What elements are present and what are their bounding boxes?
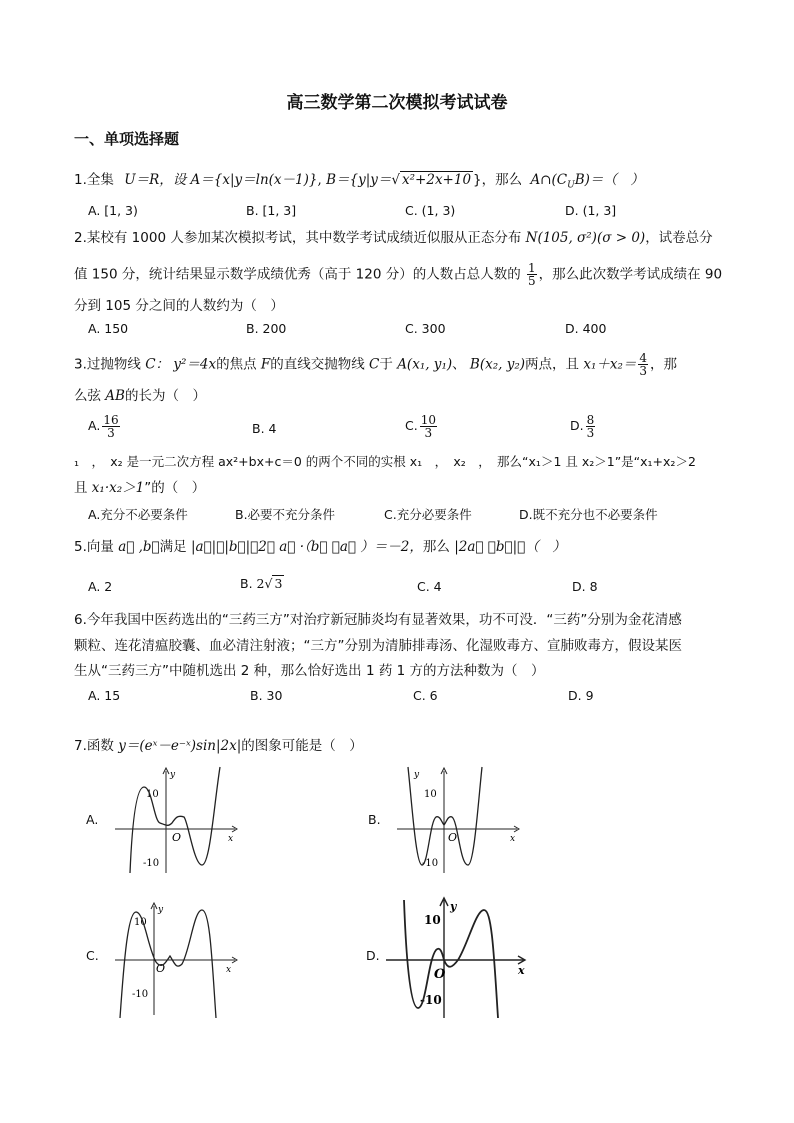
page-title: 高三数学第二次模拟考试试卷 bbox=[286, 93, 508, 113]
q6-option-b: B. 30 bbox=[250, 688, 283, 703]
q7a-y-label: y bbox=[170, 770, 176, 780]
q7-graph-d bbox=[384, 896, 534, 1020]
q3-sep: 、 bbox=[452, 356, 466, 373]
section-heading: 一、单项选择题 bbox=[74, 130, 180, 148]
q7a-x-label: x bbox=[228, 834, 234, 844]
q5-condition: |a⃗|＝|b⃗|＝2， bbox=[190, 539, 275, 555]
q5-option-d: D. 8 bbox=[572, 579, 598, 594]
q6-option-a: A. 15 bbox=[88, 688, 121, 703]
question-3-line-1 bbox=[74, 352, 677, 377]
q3-text-e: 两点，且 bbox=[525, 356, 580, 373]
q6-option-d: D. 9 bbox=[568, 688, 594, 703]
q4-option-c: C.充分必要条件 bbox=[384, 507, 472, 522]
q1-option-c: C. (1, 3) bbox=[405, 203, 456, 218]
q2-line2-text: 值 150 分，统计结果显示数学成绩优秀（高于 120 分）的人数占总人数的 bbox=[74, 266, 521, 283]
q1-prefix: 1.全集 bbox=[74, 172, 114, 188]
q2-fraction: $\frac{1}{5}$ bbox=[528, 261, 536, 288]
q4-option-b: B.必要不充分条件 bbox=[235, 507, 336, 522]
q7-graph-a bbox=[110, 765, 240, 875]
q7-function: y＝(eˣ－e⁻ˣ)sin|2x| bbox=[118, 738, 242, 754]
q7b-y-label: y bbox=[414, 770, 420, 780]
q3-point-b: B(x₂, y₂) bbox=[469, 356, 526, 373]
q7-option-c-label: C. bbox=[86, 948, 99, 963]
q4-text-a: 且 bbox=[74, 480, 88, 496]
q1-set-b: B＝{y|y＝ bbox=[326, 172, 392, 188]
q7a-pos-tick: 10 bbox=[146, 789, 159, 800]
q3-text-b: 的焦点 bbox=[216, 356, 257, 373]
q7-graph-c bbox=[110, 900, 240, 1020]
q1-option-a: A. [1, 3) bbox=[88, 203, 138, 218]
q1-option-b: B. [1, 3] bbox=[246, 203, 297, 218]
q5-text-a: 5.向量 bbox=[74, 539, 114, 555]
q3-text-a: 3.过抛物线 bbox=[74, 356, 141, 373]
q7d-x-label: x bbox=[518, 964, 525, 977]
q7a-neg-tick: -10 bbox=[143, 858, 160, 869]
question-5 bbox=[74, 537, 566, 557]
question-2-line-1 bbox=[74, 228, 713, 248]
q7-option-a-label: A. bbox=[86, 812, 99, 827]
q7c-origin: O bbox=[156, 962, 166, 975]
q2-option-d: D. 400 bbox=[565, 321, 607, 336]
q7d-y-label: y bbox=[450, 900, 457, 913]
q7c-y-label: y bbox=[158, 905, 164, 915]
q7c-pos-tick: 10 bbox=[134, 917, 147, 928]
q3-curve-c: C： bbox=[145, 356, 170, 373]
q7d-origin: O bbox=[434, 967, 446, 982]
q7b-origin: O bbox=[448, 831, 458, 844]
q1-set-a: A＝{x|y＝ln(x－1)} bbox=[190, 172, 318, 188]
q5-expression: |2a⃗ －b⃗|＝（ ） bbox=[454, 539, 566, 555]
q1-expr-post: B)＝（ ） bbox=[574, 172, 644, 188]
q2-line1-text: 2.某校有 1000 人参加某次模拟考试，其中数学考试成绩近似服从正态分布 bbox=[74, 230, 522, 246]
q3-point-a: A(x₁, y₁) bbox=[397, 356, 453, 373]
q7-option-b-label: B. bbox=[368, 812, 381, 827]
q7b-x-label: x bbox=[510, 834, 516, 844]
q2-line1-end: ，试卷总分 bbox=[645, 230, 713, 246]
question-6-line-2: 颗粒、连花清瘟胶囊、血必清注射液；“三方”分别为清肺排毒汤、化湿败毒方、宣肺败毒方，假设某医 bbox=[74, 638, 682, 654]
q2-option-c: C. 300 bbox=[405, 321, 446, 336]
q5-vectors: a⃗ ,b⃗ bbox=[118, 539, 160, 555]
q6-option-c: C. 6 bbox=[413, 688, 438, 703]
q1-set-b-radicand: x²+2x+10 bbox=[402, 172, 472, 188]
q7-prefix: 7.函数 bbox=[74, 738, 114, 754]
q3-text-d: 于 bbox=[379, 356, 393, 373]
q2-option-a: A. 150 bbox=[88, 321, 129, 336]
q2-line2-end: ，那么此次数学考试成绩在 90 bbox=[538, 266, 723, 283]
q7d-pos-tick: 10 bbox=[424, 913, 441, 927]
q4-option-d: D.既不充分也不必要条件 bbox=[519, 507, 658, 522]
question-1: 1.全集 U＝R，设 A＝{x|y＝ln(x－1)}, B＝{y|y＝√ x²+2x+10 }，那么 $A\cap(C_UB)=$（ ） bbox=[74, 172, 644, 191]
q3-line2-end: 的长为（ ） bbox=[124, 388, 206, 404]
q3-option-c: C. $\frac{10}{3}$ bbox=[405, 413, 436, 440]
question-2-line-3: 分到 105 分之间的人数约为（ ） bbox=[74, 298, 284, 314]
question-6-line-1: 6.今年我国中医药选出的“三药三方”对治疗新冠肺炎均有显著效果，功不可没．“三药”分别为金花清感 bbox=[74, 612, 682, 628]
q7-option-d-label: D. bbox=[366, 948, 380, 963]
q4-text-b: ”的（ ） bbox=[144, 480, 206, 496]
q7c-neg-tick: -10 bbox=[132, 989, 149, 1000]
q3-curve-c2: C bbox=[369, 356, 380, 373]
q3-option-b: B. 4 bbox=[252, 421, 277, 436]
q5-option-c: C. 4 bbox=[417, 579, 442, 594]
q2-normal-dist: N(105, σ²)(σ > 0) bbox=[525, 230, 646, 246]
q4-product: x₁·x₂＞1 bbox=[91, 480, 145, 496]
q5-dot-product: a⃗ ·（b⃗ －a⃗ ）＝－2， bbox=[279, 539, 423, 555]
q3-sum-fraction: $\frac{4}{3}$ bbox=[639, 351, 648, 378]
q3-line2-text: 么弦 bbox=[74, 388, 101, 404]
q5-text-b: 满足 bbox=[159, 539, 187, 555]
q4-option-a: A.充分不必要条件 bbox=[88, 507, 188, 522]
q1-expr-sub: U bbox=[567, 180, 575, 191]
q1-expr: A∩(C bbox=[530, 172, 568, 188]
q5-text-c: 那么 bbox=[422, 539, 450, 555]
q3-option-d: D. $\frac{8}{3}$ bbox=[570, 413, 595, 440]
q7c-x-label: x bbox=[226, 965, 232, 975]
q3-text-end: ，那 bbox=[650, 356, 678, 373]
q1-set-u: U＝R，设 bbox=[124, 172, 187, 188]
q3-chord-ab: AB bbox=[105, 388, 125, 404]
question-6-line-3: 生从“三药三方”中随机选出 2 种，那么恰好选出 1 药 1 方的方法种数为（ ） bbox=[74, 663, 545, 679]
q3-parabola-eq: y²＝4x bbox=[173, 356, 217, 373]
q3-focus-f: F bbox=[260, 356, 271, 373]
q7-suffix: 的图象可能是（ ） bbox=[241, 738, 363, 754]
q7a-origin: O bbox=[172, 831, 182, 844]
q3-text-c: 的直线交抛物线 bbox=[270, 356, 365, 373]
q1-option-d: D. (1, 3] bbox=[565, 203, 617, 218]
question-2-line-2 bbox=[74, 262, 722, 287]
question-4-line-1: ₁ ， x₂ 是一元二次方程 ax²+bx+c＝0 的两个不同的实根 x₁ ， x₂ ， 那么“x₁＞1 且 x₂＞1”是“x₁+x₂＞2 bbox=[74, 454, 696, 469]
q7-graph-b bbox=[392, 765, 522, 875]
q7d-curve bbox=[404, 900, 498, 1018]
question-3-line-2 bbox=[74, 386, 206, 406]
question-4-line-2 bbox=[74, 478, 205, 498]
q3-sum: x₁＋x₂＝ bbox=[583, 356, 637, 373]
q3-option-a: A. $\frac{16}{3}$ bbox=[88, 413, 119, 440]
q5-option-a: A. 2 bbox=[88, 579, 113, 594]
q7b-neg-tick: -10 bbox=[422, 858, 439, 869]
q7b-curve bbox=[408, 767, 482, 865]
q7b-pos-tick: 10 bbox=[424, 789, 437, 800]
q7d-neg-tick: -10 bbox=[420, 993, 442, 1007]
q5-option-b: B. 2√ 3 bbox=[240, 576, 283, 591]
q1-set-b-post: }，那么 bbox=[473, 172, 523, 188]
question-7 bbox=[74, 736, 363, 756]
q2-option-b: B. 200 bbox=[246, 321, 287, 336]
